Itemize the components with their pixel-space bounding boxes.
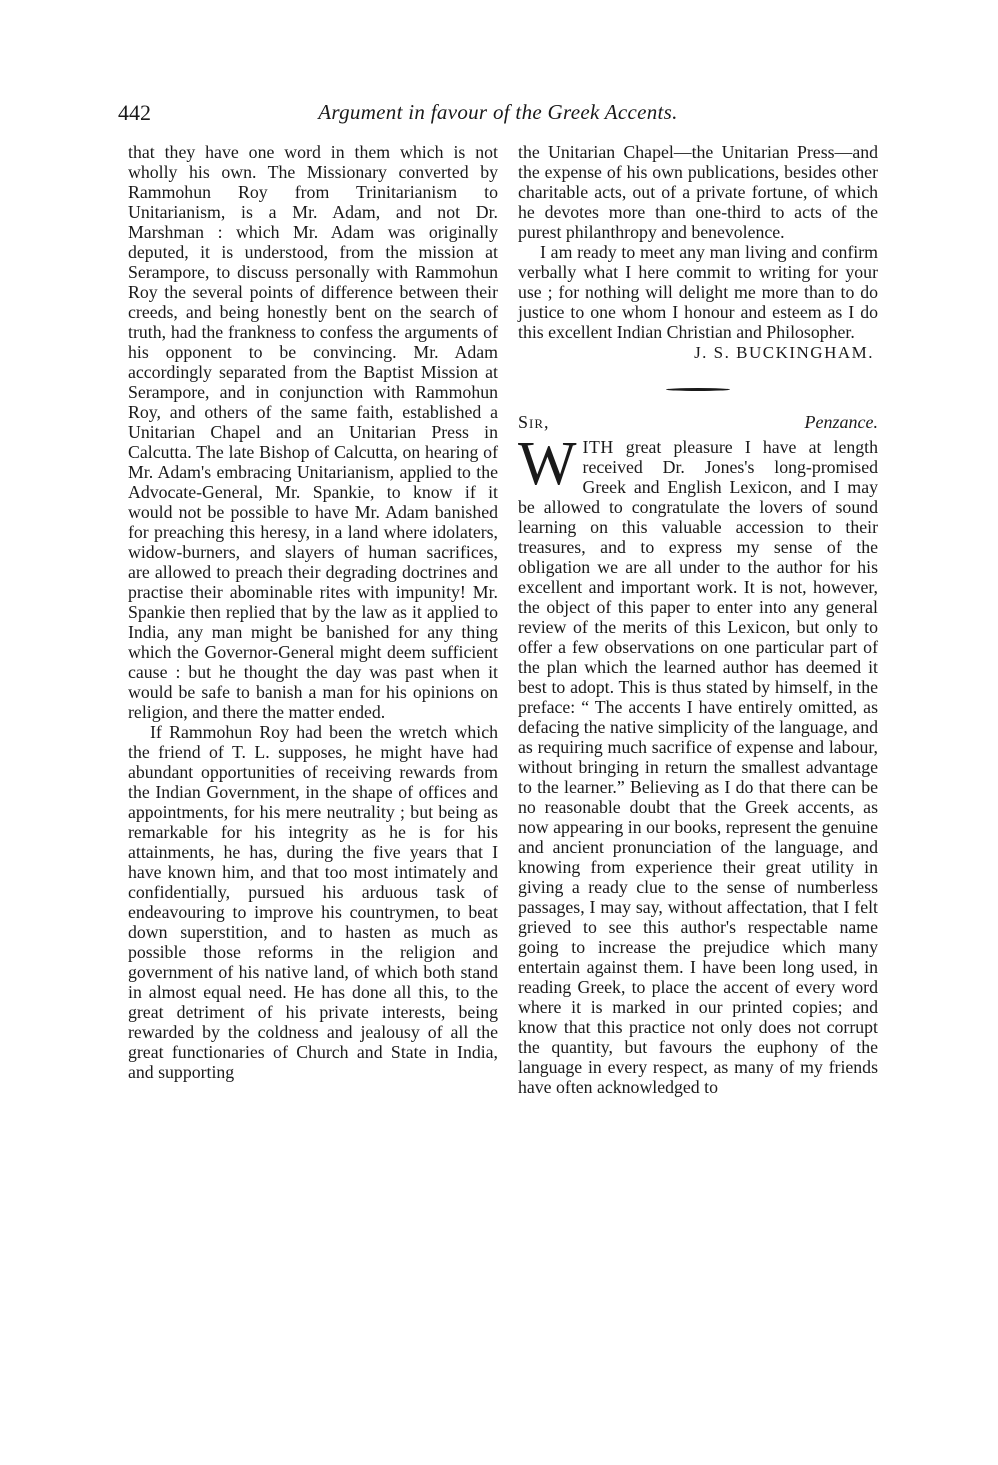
signature: J. S. BUCKINGHAM.: [694, 343, 874, 362]
letter-body-text: great pleasure I have at length received Dr. Jones's long-promised Greek and English Lexicon, and I may be allowed to congratulate the lovers of sound learning on this valuable accession to their treasures, and to express my sense of the obligation we are all under to the author for his excellent and important work. It is not, however, the object of this paper to enter into any general review of the merits of this Lexicon, but only to offer a few observations on one particular part of the plan which the learned author has deemed it best to adopt. This is thus stated by himself, in the preface: “ The accents I have entirely omitted, as defacing the native simplicity of the language, and as requiring much sacrifice of expense and labour, without bringing in return the smallest advantage to the learner.” Believing as I do that there can be no reasonable doubt that the Greek accents, as now appearing in our books, represent the genuine and ancient pronunciation of the language, and knowing from experience their great utility in giving a ready clue to the sense of numberless passages, I may say, without affectation, that I felt grieved to see this author's respectable name going to increase the prejudice which many entertain against them. I have been long used, in reading Greek, to place the accent of every word where it is marked in our printed copies; and know that this practice not only does not corrupt the quantity, but favours the euphony of the language in every respect, as many of my friends have often acknowledged to: [518, 437, 878, 1097]
section-divider: [666, 388, 730, 391]
right-paragraph-2: I am ready to meet any man living and confirm verbally what I here commit to writing for your use ; for nothing will delight me more than to do justice to one whom I honour and esteem as I do this excellent Indian Christian and Philosopher.: [518, 242, 878, 342]
drop-cap: W: [518, 430, 577, 498]
left-column: [128, 142, 498, 1082]
first-word: ITH: [582, 437, 614, 457]
place-name: Penzance.: [804, 412, 878, 432]
left-paragraph-1: that they have one word in them which is not wholly his own. The Missionary converted by Rammohun Roy from Trinitarianism to Unitarianism, is a Mr. Adam, and not Dr. Marshman : which Mr. Adam was originally deputed, it is understood, from the mission at Serampore, to discuss personally with Rammohun Roy the several points of difference between their creeds, and being honestly bent on the search of truth, had the frankness to confess the arguments of his opponent to be convincing. Mr. Adam accordingly separated from the Baptist Mission at Serampore, and in conjunction with Rammohun Roy, and others of the same faith, established a Unitarian Chapel and an Unitarian Press in Calcutta. The late Bishop of Calcutta, on hearing of Mr. Adam's embracing Unitarianism, applied to the Advocate-General, Mr. Spankie, to know if it would not be possible to have Mr. Adam banished for preaching this heresy, in a land where idolaters, widow-burners, and slayers of human sacrifices, are allowed to preach their degrading doctrines and practise their abominable rites with impunity! Mr. Spankie then replied that by the law as it applied to India, any man might be banished for any thing which the Governor-General might deem sufficient cause : but he thought the day was past when it would be safe to banish a man for his opinions on religion, and there the matter ended.: [128, 142, 498, 722]
salutation: Sir,: [518, 412, 550, 432]
page-header: [118, 100, 878, 134]
left-paragraph-2: If Rammohun Roy had been the wretch which the friend of T. L. supposes, he might have had abundant opportunities of receiving rewards from the Indian Government, in the shape of offices and appointments, for his mere neutrality ; but being as remarkable for his integrity as he is for his attainments, he has, during the five years that I have known him, and that too most intimately and confidentially, pursued his arduous task of endeavouring to improve his countrymen, to beat down superstition, and to hasten as much as possible those reforms in the religion and government of his native land, of which both stand in almost equal need. He has done all this, to the great detriment of his private interests, being rewarded by the coldness and jealousy of all the great functionaries of Church and State in India, and supporting: [128, 722, 498, 1082]
letter-body: [518, 430, 878, 1097]
right-column: [518, 142, 878, 1097]
page-number: 442: [118, 100, 151, 125]
right-paragraph-1: the Unitarian Chapel—the Unitarian Press—and the expense of his own publications, besides other charitable acts, out of a private fortune, of which he devotes more than one-third to acts of the purest philanthropy and benevolence.: [518, 142, 878, 242]
running-title: Argument in favour of the Greek Accents.: [318, 100, 678, 124]
